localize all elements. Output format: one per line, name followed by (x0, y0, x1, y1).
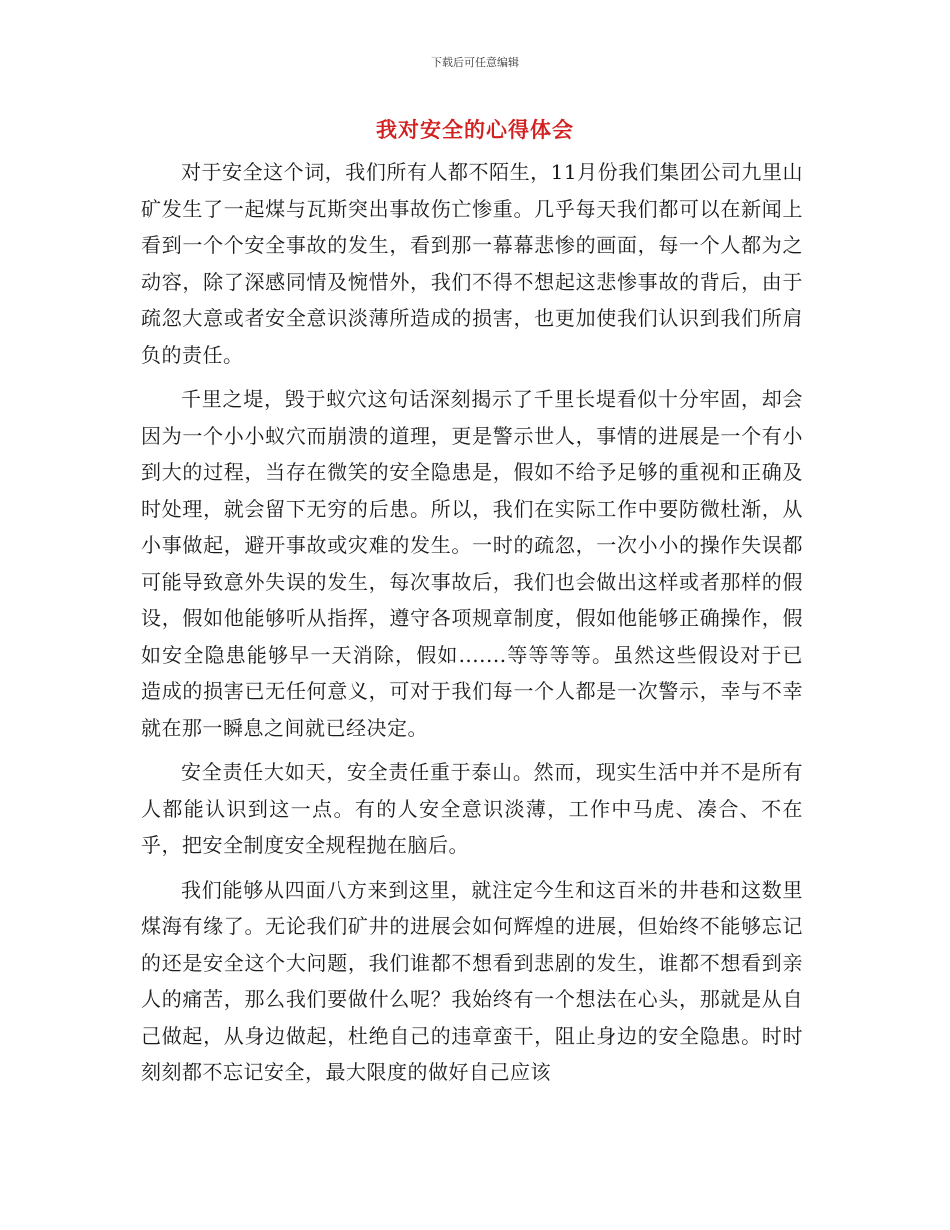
paragraph-3: 安全责任大如天，安全责任重于泰山。然而，现实生活中并不是所有人都能认识到这一点。有的人安全意识淡薄，工作中马虎、凑合、不在乎，把安全制度安全规程抛在脑后。 (141, 760, 803, 857)
header-note: 下载后可任意编辑 (431, 56, 519, 69)
paragraph-1: 对于安全这个词，我们所有人都不陌生，11月份我们集团公司九里山矿发生了一起煤与瓦斯突出事故伤亡惨重。几乎每天我们都可以在新闻上看到一个个安全事故的发生，看到那一幕幕悲惨的画面，每一个人都为之动容，除了深感同情及惋惜外，我们不得不想起这悲惨事故的背后，由于疏忽大意或者安全意识淡薄所造成的损害，也更加使我们认识到我们所肩负的责任。 (141, 160, 803, 367)
paragraph-4: 我们能够从四面八方来到这里，就注定今生和这百米的井巷和这数里煤海有缘了。无论我们矿井的进展会如何辉煌的进展，但始终不能够忘记的还是安全这个大问题，我们谁都不想看到悲剧的发生，谁都不想看到亲人的痛苦，那么我们要做什么呢？我始终有一个想法在心头，那就是从自己做起，从身边做起，杜绝自己的违章蛮干，阻止身边的安全隐患。时时刻刻都不忘记安全，最大限度的做好自己应该 (141, 877, 803, 1084)
paragraph-2: 千里之堤，毁于蚁穴这句话深刻揭示了千里长堤看似十分牢固，却会因为一个小小蚁穴而崩溃的道理，更是警示世人，事情的进展是一个有小到大的过程，当存在微笑的安全隐患是，假如不给予足够的重视和正确及时处理，就会留下无穷的后患。所以，我们在实际工作中要防微杜渐，从小事做起，避开事故或灾难的发生。一时的疏忽，一次小小的操作失误都可能导致意外失误的发生，每次事故后，我们也会做出这样或者那样的假设，假如他能够听从指挥，遵守各项规章制度，假如他能够正确操作，假如安全隐患能够早一天消除，假如.......等等等等。虽然这些假设对于已造成的损害已无任何意义，可对于我们每一个人都是一次警示，幸与不幸就在那一瞬息之间就已经决定。 (141, 387, 803, 740)
document-title: 我对安全的心得体会 (376, 118, 574, 142)
document-body (141, 154, 803, 1099)
